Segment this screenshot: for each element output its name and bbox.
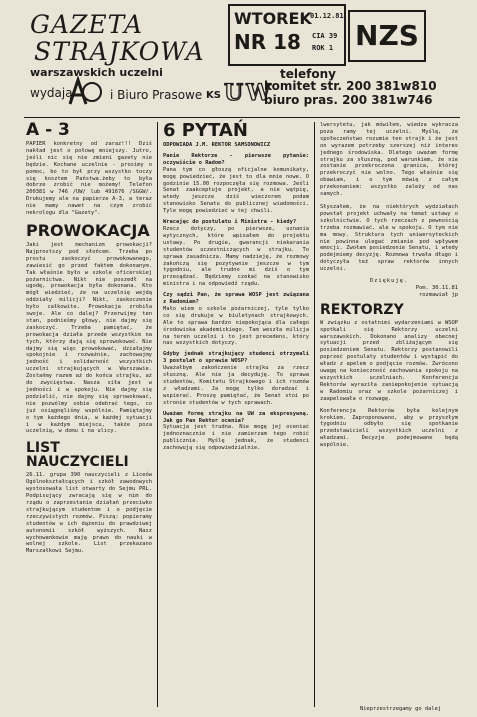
column-divider-1 [157, 122, 158, 707]
prowokacja-heading: PROWOKACJA [26, 220, 150, 240]
column-2 [163, 122, 309, 452]
phones-label: telefony [280, 67, 336, 81]
pytan-subheading: ODPOWIADA J.M. REKTOR SAMSONOWICZ [163, 142, 271, 148]
rector-text: Słyszałem, że na niektórych wydziałach powstał projekt uchwały na temat ustawy o szkolnictwie. O tych rzeczach z pewnością trzeba rozmawiać, ale w spokoju. O tym nie ma mowy. Struktura tych uniwersyteckich nie powinna ulegać zmianie pod wpływem emocji. Zwołam posiedzenie Senatu, i wtedy podejmiemy decyzję. Rozmowa trwała długo i dotyczyła też spraw rektorów innych uczelni. [320, 203, 458, 273]
a3-text: PAPIER konkretny od zaraz!!! Dziś nakład jest o połowę mniejszy. Jutro, jeśli nic się nie zmieni gazety nie będzie. Kochane uczelnie - prosimy o pomoc, bo to był przy wszystko toczy się kosztem Państwa.żeby to była dobrze zrobić nie możemy! Telefon 200381 w 746 /UW/ lub 491676 /SGGW/. Drukujemy ale na papierze A-3, a teraz nie mamy nawet na czym zrobić nekrologu dla "Gazety". [26, 141, 152, 217]
thanks: Dziękuję. [369, 278, 409, 285]
column-3 [320, 122, 458, 449]
masthead-rule [24, 117, 460, 118]
list-text: 26.11. grupa 390 nauczycieli z Liceów Ogólnokształcących i szkół zawodowych wystosowała list otwarty do Sejmu PRL. Podpisujący zwracają się w nim do rządu o zaprzestanie działań przeciwko strajkującym studentom i o podjęcie rzeczywistych rozmów. Piszą: popieramy studentów w ich dążeniu do prawdziwej autonomii szkół wyższych. Nasz wychowankowie mają prawo do nauki w wolnej szkole. List przekazano Marszałkowi Sejmu. [26, 472, 152, 555]
wydaja-label: wydają [30, 86, 73, 100]
pytan-heading: 6 PYTAŃ [163, 120, 248, 141]
uw-logo: UW [224, 80, 274, 106]
subtitle: warszawskich uczelni [30, 66, 163, 79]
phone-komitet: komitet str. 200 381w810 [264, 79, 437, 93]
footer-note: Nieprzestrzegamy go dalej [360, 706, 442, 712]
interviewer: rozmawiał jp [419, 291, 458, 298]
a3-heading: A - 3 [26, 120, 70, 140]
question-5: Uważam formę strajku na UW za ekspresywną. Jak go Pan Rektor ocenia? [163, 410, 309, 424]
rektorzy-heading: REKTORZY [320, 301, 404, 318]
answer-5: Sytuacja jest trudna. Nie mogę jej oceniać jednoznacznie i nie zamierzam tego robić publicznie. Myślę jednak, że studenci zachowują się odpowiedzialnie. [163, 424, 309, 452]
answer-4: Uważałbym zakończenie strajku za rzecz słuszną. Ale nie ja decyduję. To sprawa studentów, Komitetu Strajkowego i ich rozmów z władzami. Ja mogę tylko doradzać i wspierać. Proszę pamiętać, że Senat stoi po stronie studentów w tych sprawach. [163, 365, 309, 406]
question-2: Wracając do postulatu i Ministra - kiedy? [163, 219, 297, 226]
phone-biuro: biuro pras. 200 381w746 [264, 93, 433, 107]
interview-date: Pom. 30.11.81 [415, 284, 458, 291]
rektorzy-text: W związku z ostatnimi wydarzeniami w WSOP spotkali się Rektorzy uczelni warszawskich. Dokonano analizy obecnej sytuacji przed zbliżającym się posiedzeniem Senatu. Rektorzy postanowili poprzeć postulaty studentów i wystąpić do władz z apelem o podjęcie rozmów. Zwrócono uwagę na konieczność zachowania spokoju na wszystkich uczelniach. Konferencja Rektorów wyraziła zaniepokojenie sytuacją w Radomiu oraz w szkole pożarniczej i zaapelowała o rozwagę. [320, 319, 458, 402]
continuation-text: lwersytetu, jak mówiłem, wiedza wykracza poza ramy tej uczelni. Myślę, że społeczeństwo rozumie ten strajk i że jest on wyrazem potrzeby szerszej niż interes jednego środowiska. Dlatego uważam formę strajku za słuszną, pod warunkiem, że nie zostanie przekroczona granica, której przekroczyć nie wolno. Tego właśnie się obawiam, i o tym mówię z całym przekonaniem: wszystko zależy od nas samych. [320, 122, 458, 198]
question-1: Panie Rektorze - pierwsze pytanie: oczywiście o Radom? [163, 152, 309, 166]
question-4: Gdyby jednak strajkujący studenci otrzymali 3 postulat o sprawie WOSP? [163, 351, 309, 365]
konferencja-text: Konferencja Rektorów była kolejnym krokiem. Zaproponowano, aby w przyszłym tygodniu odbyło się spotkanie przedstawicieli wszystkich uczelni z władzami. Decyzje podejmowane będą wspólnie. [320, 407, 458, 449]
answer-3: Mało wiem o szkole pożarniczej, tyle tylko co się drukuje w biuletynach strajkowych. Ale to sprawa bardzo niepokojąca dla całego środowiska akademickiego. Tam weszła milicja na teren uczelni i to jest precedens, który nas wszystkich dotyczy. [163, 305, 309, 347]
year: ROK 1 [312, 44, 334, 52]
day: WTOREK [234, 9, 312, 28]
ks-label: KS [206, 90, 221, 101]
biuro-prasowe: i Biuro Prasowe [110, 88, 203, 102]
issue-date: 01.12.81 [310, 12, 344, 20]
nzs-badge: NZS [348, 10, 426, 62]
answer-1: Pana tym co głoszą oficjalne komunikaty, mogę powiedzieć, że jest to dla mnie nowe. O godzinie 15.00 rozpoczęła się rozmowa. Jeśli Senat zaakceptuje projekt, a nie wątpię, wtedy jeszcze dziś wieczorem podam stanowisko Senatu do publicznej wiadomości. Tyle mogę powiedzieć w tej chwili. [163, 166, 309, 215]
nzs-logo-icon [66, 76, 102, 106]
question-3: Czy sądzi Pan, że sprawa WOSP jest związana z Radomiem? [163, 292, 309, 306]
column-1 [26, 122, 152, 555]
issue-number: NR 18 [234, 30, 301, 54]
issue-box [228, 4, 346, 66]
title-gazeta: GAZETA [30, 10, 144, 39]
price: CIA 39 [312, 32, 338, 40]
answer-2: Rzecz dotyczy, po pierwsze, uznania wytycznych, które wpisałem do projektu ustawy. Po drugie, gwarancji niekarania studentów uczestniczących w strajku. To sprawa zasadnicza. Mamy nadzieję, że rozmowy zakończą się pozytywnie jeszcze w tym tygodniu, ale trudno mi dziś o tym przesądzać. Będziemy czekać na stanowisko ministra i na odpowiedź rządu. [163, 225, 309, 288]
prowokacja-text: Jaki jest mechanizm prowokacji? Najprostszy pod słońcem. Trzeba po prostu zaskoczyć prowokowanego, zawiesić go przed faktem dokonanym. Tak właśnie było w szkole oficerskiej pożarnictwa. Nikt nie poszedł na ugodę, prowokacja była dokonana. Kto mógł wiedzieć, że na uczelnię wejdą oddziały milicji? Nikt, zaskoczenie było całkowite. Prowokacja zrobiła swoje. Ale co dalej? Przerwijmy ten stan, podnieśmy głowy, nie dajmy się zaskoczyć. Trzeba pamiętać, że prowokacja działa przede wszystkim na tych, którzy dają się sprowokować. Nie dajmy się więc prowokować, działajmy spokojnie i rozważnie, zachowajmy jedność i solidarność wszystkich uczelni strajkujących w Warszawie. Zostańmy razem aż do końca strajku, aż do zwycięstwa. Nasza siła jest w jedności i w spokoju. Nie dajmy się podzielić, nie dajmy się sprowokować, nie pozwólmy sobie odebrać tego, co już osiągnęliśmy wspólnie. Pamiętajmy o tym każdego dnia, w każdej sytuacji i w każdym miejscu, także poza uczelnią, w domu i na ulicy. [26, 241, 152, 435]
column-divider-2 [314, 122, 315, 707]
title-strajkowa: STRAJKOWA [34, 37, 205, 66]
list-heading: LIST NAUCZYCIELI [26, 440, 129, 471]
